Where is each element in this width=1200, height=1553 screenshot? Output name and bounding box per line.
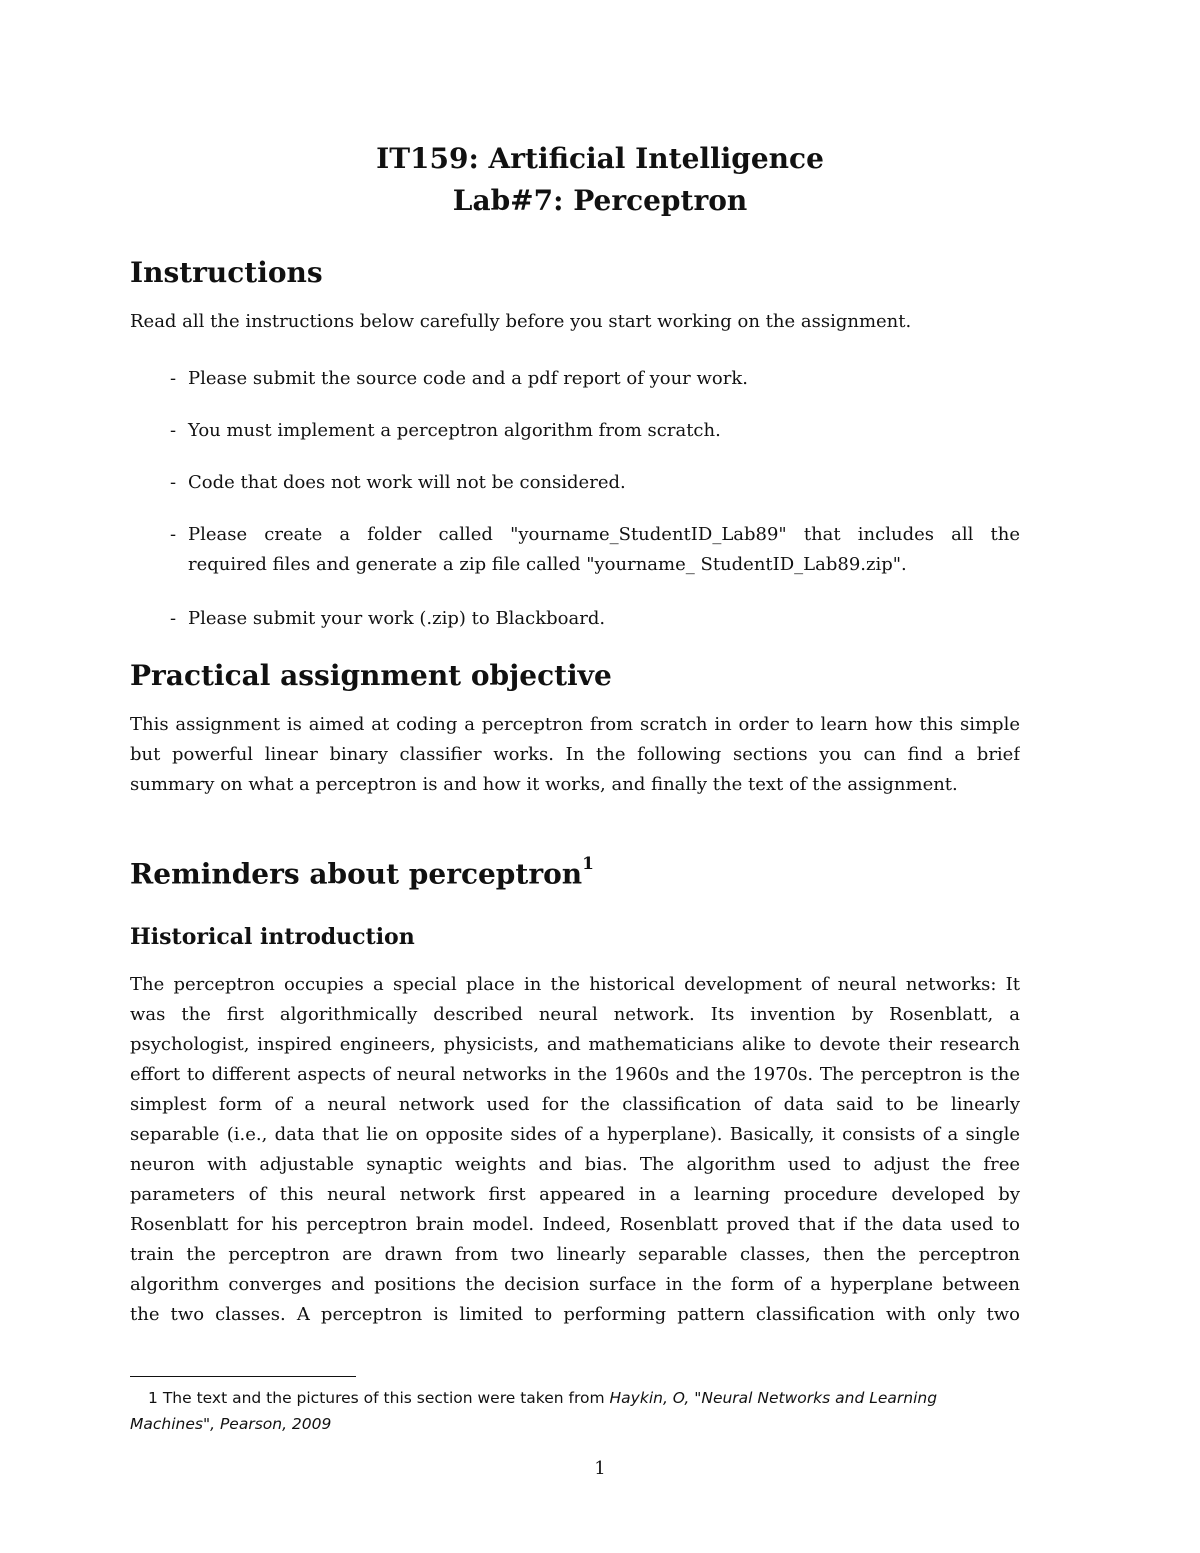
footnote-citation-cont: Machines", Pearson, 2009 (130, 1415, 332, 1433)
bullet-text-line: required files and generate a zip file called "yourname_ StudentID_Lab89.zip". (188, 554, 907, 575)
paragraph-line: parameters of this neural network first appeared in a learning procedure developed by (130, 1184, 1020, 1205)
paragraph-line: simplest form of a neural network used for the classification of data said to be linearly (130, 1094, 1020, 1115)
paragraph-line: neuron with adjustable synaptic weights and bias. The algorithm used to adjust the free (130, 1154, 1020, 1175)
bullet-dash: - (170, 524, 177, 545)
objective-heading: Practical assignment objective (130, 659, 612, 692)
instructions-intro: Read all the instructions below carefully before you start working on the assignment. (130, 311, 912, 332)
bullet-dash: - (170, 472, 177, 493)
footnote-number: 1 (148, 1389, 158, 1407)
bullet-dash: - (170, 608, 177, 629)
paragraph-line: psychologist, inspired engineers, physicists, and mathematicians alike to devote their research (130, 1034, 1020, 1055)
paragraph-line: was the first algorithmically described neural network. Its invention by Rosenblatt, a (130, 1004, 1020, 1025)
document-title: IT159: Artificial Intelligence (376, 142, 824, 175)
bullet-text-line: Please create a folder called "yourname_StudentID_Lab89" that includes all the (188, 524, 1020, 545)
bullet-text: Code that does not work will not be considered. (188, 472, 626, 493)
bullet-dash: - (170, 368, 177, 389)
document-subtitle: Lab#7: Perceptron (452, 184, 748, 217)
paragraph-line: Rosenblatt for his perceptron brain model. Indeed, Rosenblatt proved that if the data used to (130, 1214, 1020, 1235)
footnote (130, 1385, 1030, 1437)
bullet-text: Please submit your work (.zip) to Blackboard. (188, 608, 606, 629)
reminders-heading (130, 854, 594, 891)
paragraph-line: train the perceptron are drawn from two linearly separable classes, then the perceptron (130, 1244, 1020, 1265)
bullet-dash: - (170, 420, 177, 441)
paragraph-line: the two classes. A perceptron is limited to performing pattern classification with only two (130, 1304, 1020, 1325)
paragraph-line: This assignment is aimed at coding a perceptron from scratch in order to learn how this simple (130, 714, 1020, 735)
page-number: 1 (594, 1458, 606, 1479)
paragraph-line: algorithm converges and positions the decision surface in the form of a hyperplane between (130, 1274, 1020, 1295)
footnote-text: The text and the pictures of this section were taken from (162, 1389, 605, 1407)
footnote-citation: Haykin, O, "Neural Networks and Learning (609, 1389, 938, 1407)
instructions-heading: Instructions (130, 256, 323, 289)
objective-paragraph (130, 710, 1020, 800)
paragraph-line: The perceptron occupies a special place in the historical development of neural networks: It (130, 974, 1020, 995)
historical-intro-paragraph (130, 970, 1020, 1330)
bullet-text-multiline (188, 520, 1020, 580)
bullet-text: Please submit the source code and a pdf report of your work. (188, 368, 748, 389)
historical-intro-heading: Historical introduction (130, 924, 415, 950)
footnote-reference: 1 (582, 854, 594, 874)
bullet-text: You must implement a perceptron algorithm from scratch. (188, 420, 721, 441)
paragraph-line: effort to different aspects of neural networks in the 1960s and the 1970s. The perceptron is the (130, 1064, 1020, 1085)
paragraph-line: separable (i.e., data that lie on opposite sides of a hyperplane). Basically, it consists of a single (130, 1124, 1020, 1145)
footnote-separator (130, 1376, 356, 1377)
paragraph-line: summary on what a perceptron is and how it works, and finally the text of the assignment. (130, 774, 958, 795)
reminders-heading-text: Reminders about perceptron (130, 857, 583, 891)
paragraph-line: but powerful linear binary classifier works. In the following sections you can find a brief (130, 744, 1020, 765)
